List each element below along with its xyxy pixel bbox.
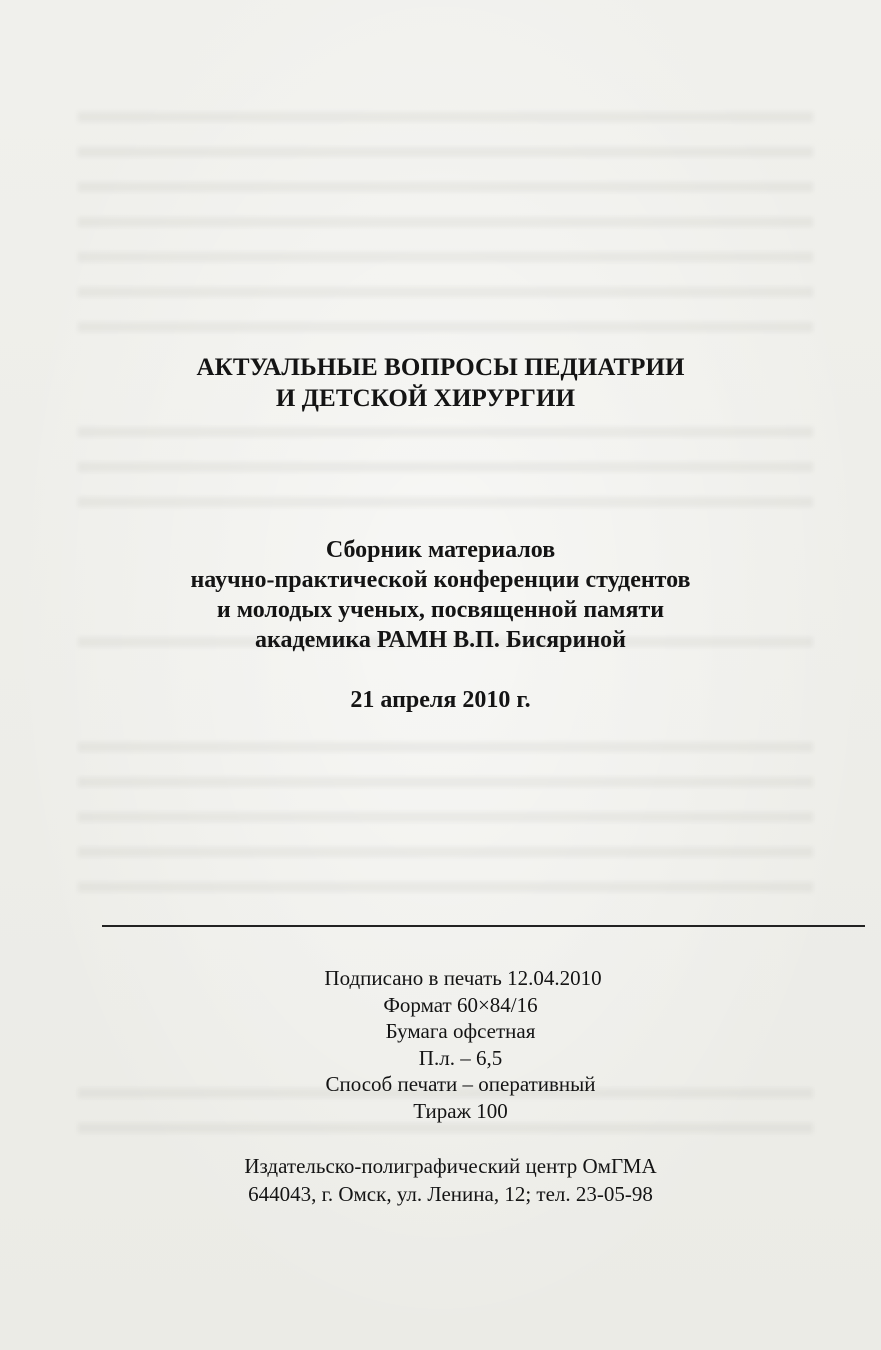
bleed-through-line <box>78 252 813 262</box>
publisher-name: Издательско-полиграфический центр ОмГМА <box>244 1154 657 1178</box>
collection-title <box>0 352 881 414</box>
imprint-print-method: Способ печати – оперативный <box>325 1072 596 1096</box>
imprint-format: Формат 60×84/16 <box>383 992 538 1017</box>
bleed-through-line <box>78 742 813 752</box>
publisher-address: 644043, г. Омск, ул. Ленина, 12; тел. 23-05-98 <box>248 1182 653 1206</box>
title-line: И ДЕТСКОЙ ХИРУРГИИ <box>275 385 576 412</box>
subtitle-line: Сборник материалов <box>325 537 556 563</box>
bleed-through-line <box>78 217 813 227</box>
collection-subtitle <box>0 535 881 655</box>
bleed-through-line <box>78 322 813 332</box>
bleed-through-line <box>78 287 813 297</box>
imprint-print-run: Тираж 100 <box>413 1098 508 1123</box>
bleed-through-line <box>78 777 813 787</box>
divider-rule <box>102 925 865 927</box>
bleed-through-line <box>78 462 813 472</box>
subtitle-line: академика РАМН В.П. Бисяриной <box>255 627 626 653</box>
subtitle-line: научно-практической конференции студентов <box>190 567 691 593</box>
subtitle-line: и молодых ученых, посвященной памяти <box>216 597 665 623</box>
bleed-through-line <box>78 847 813 857</box>
bleed-through-line <box>78 112 813 122</box>
bleed-through-line <box>78 812 813 822</box>
bleed-through-line <box>78 147 813 157</box>
bleed-through-line <box>78 497 813 507</box>
bleed-through-line <box>78 1123 813 1133</box>
publisher-block <box>0 1152 881 1208</box>
title-line: АКТУАЛЬНЫЕ ВОПРОСЫ ПЕДИАТРИИ <box>196 354 685 381</box>
bleed-through-line <box>78 427 813 437</box>
conference-date: 21 апреля 2010 г. <box>350 687 531 713</box>
imprint-signed: Подписано в печать 12.04.2010 <box>324 966 602 990</box>
bleed-through-line <box>78 882 813 892</box>
imprint-block <box>0 965 881 1124</box>
imprint-paper: Бумага офсетная <box>385 1019 536 1043</box>
imprint-printed-sheets: П.л. – 6,5 <box>418 1045 503 1070</box>
bleed-through-line <box>78 182 813 192</box>
